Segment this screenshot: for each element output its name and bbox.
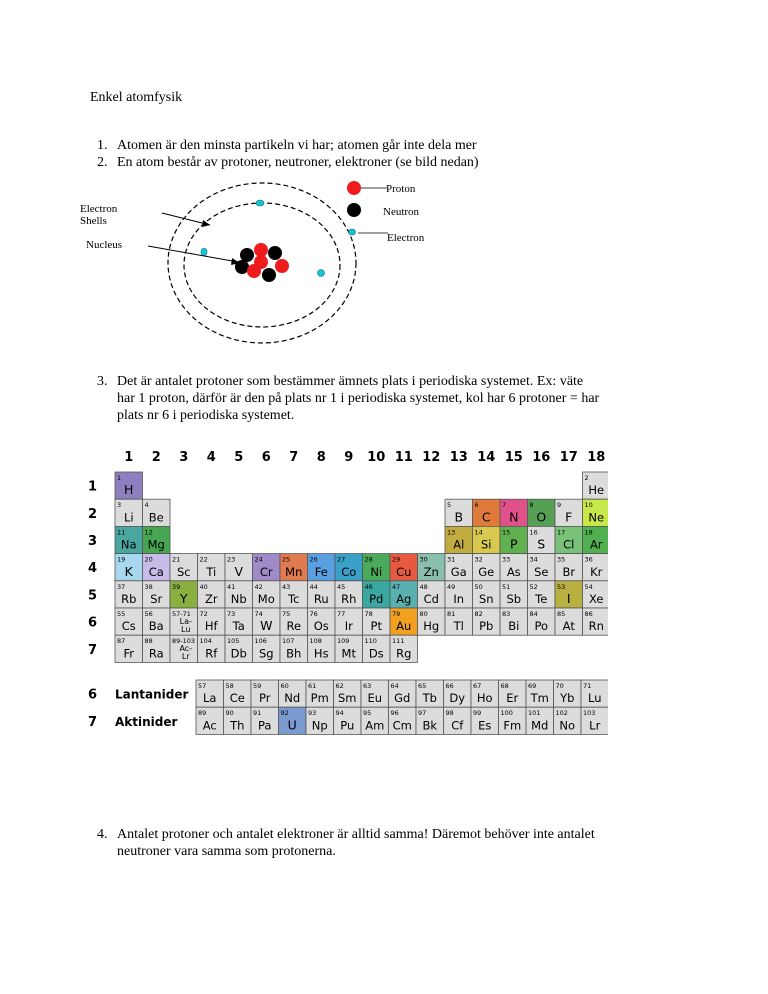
nucleus-arrow [148,246,238,262]
list-text-line: neutroner vara samma som protonerna. [117,844,336,859]
element-symbol: Cm [392,718,412,733]
atomic-number: 108 [309,637,322,646]
atomic-number: 53 [557,582,566,591]
element-symbol: Cs [121,619,136,634]
nucleus-label: Nucleus [86,239,123,251]
atomic-number: 17 [557,528,566,537]
element-symbol: Fm [503,718,522,733]
atomic-number: 35 [557,555,566,564]
list-number: 4. [97,827,108,842]
element-symbol: Lr [589,718,601,733]
atomic-number: 100 [500,709,513,718]
element-symbol: Hg [423,619,440,634]
element-symbol: Th [230,718,245,733]
electron-shells-label: Shells [80,215,107,227]
group-number: 16 [532,450,551,465]
period-number: 7 [88,642,98,658]
atomic-number: 41 [227,582,236,591]
atomic-number: 5 [447,501,452,510]
arrow-head [202,220,210,227]
atomic-number: 48 [419,582,428,591]
periodic-table [88,445,608,745]
list-number: 1. [97,138,108,153]
atomic-number: 66 [445,682,454,690]
list-number: 2. [97,155,108,170]
legend-electron: Electron [387,232,425,244]
atomic-number: 36 [584,555,593,564]
atomic-number: 60 [280,682,289,690]
atomic-number: 12 [144,528,153,537]
atomic-number: 109 [337,637,350,646]
list-text-line: Antalet protoner och antalet elektroner är alltid samma! Däremot behöver inte antalet [117,827,595,842]
atom-diagram [70,170,470,345]
element-symbol: Y [179,591,188,606]
element-symbol: Yb [560,691,575,706]
element-symbol: Ra [148,646,164,661]
group-number: 1 [124,450,134,465]
atomic-number: 75 [282,610,291,618]
element-symbol: Er [506,691,519,706]
atomic-number: 11 [117,528,126,537]
element-symbol: Sn [478,592,494,606]
element-symbol: At [562,619,575,634]
atomic-number: 97 [418,709,427,718]
atomic-number: 37 [117,582,126,591]
atomic-number: 85 [557,610,566,618]
period-number: 1 [88,479,98,495]
atomic-number: 18 [584,528,593,537]
atomic-number: 83 [502,610,511,618]
element-symbol: Gd [394,691,411,706]
atomic-number: 45 [337,582,346,591]
element-symbol: Ne [588,510,605,525]
atomic-number: 32 [474,555,483,564]
element-symbol: Bk [422,718,438,733]
atomic-number: 54 [584,582,593,591]
element-symbol: Md [531,718,549,733]
atomic-number: 67 [473,682,482,690]
atomic-number: 59 [253,682,262,690]
element-symbol: Os [313,619,329,634]
element-symbol: Hs [313,646,329,661]
atomic-number: 87 [117,637,126,646]
atomic-number: 57 [198,682,207,690]
element-symbol: Kr [590,564,603,579]
atomic-number: 63 [363,682,372,690]
atomic-number: 29 [392,555,401,564]
element-symbol: Mg [147,537,165,552]
electron-shells-label: Electron [80,203,118,215]
element-symbol: Ca [148,564,164,579]
element-symbol: O [536,509,547,525]
atomic-number: 21 [172,555,181,564]
atomic-number: 50 [474,582,483,591]
atomic-number: 79 [392,610,401,618]
atomic-number: 9 [557,501,562,510]
period-number: 3 [88,534,98,549]
element-symbol: Rh [341,592,357,606]
group-number: 10 [367,450,386,465]
atomic-number: 65 [418,682,427,690]
series-name: Aktinider [115,714,178,729]
atomic-number: 20 [144,555,153,564]
atomic-number: 71 [583,682,592,690]
atomic-number: 43 [282,582,291,591]
atomic-number: 61 [308,682,317,690]
atomic-number: 91 [253,709,262,718]
atomic-number: 90 [225,709,234,718]
element-symbol: U [287,717,297,733]
element-symbol: Ac [202,718,217,733]
element-symbol: Cr [259,564,273,579]
atomic-number: 111 [392,637,405,646]
element-symbol: Xe [589,592,604,606]
element-symbol: Te [535,592,548,606]
element-symbol: Zn [423,564,439,579]
series-period: 6 [88,687,98,703]
element-symbol: La [203,691,217,706]
atomic-number: 99 [473,709,482,718]
element-symbol: Cu [396,564,412,579]
element-symbol: No [559,718,576,733]
element-symbol: Ru [313,592,329,606]
element-symbol: Si [481,537,492,552]
list-item-4 [97,826,677,860]
element-symbol: Nd [284,691,301,706]
group-number: 5 [234,450,244,465]
atomic-number: 40 [199,582,208,591]
group-number: 7 [289,450,299,465]
element-symbol: Db [230,646,247,661]
group-number: 11 [394,450,413,465]
atomic-number: 42 [254,582,263,591]
element-symbol: Rn [588,619,604,634]
element-symbol: Fe [314,564,328,579]
element-symbol: N [509,509,519,525]
atomic-number: 102 [555,709,568,718]
group-number: 6 [261,450,271,465]
atomic-number: 72 [199,610,208,618]
element-symbol: Tl [453,619,464,634]
atomic-number: 93 [308,709,317,718]
period-number: 5 [88,588,98,604]
element-symbol: Br [562,564,576,579]
series-name: Lantanider [115,687,189,702]
group-number: 18 [587,450,606,465]
group-number: 3 [179,450,189,465]
atomic-number: 46 [364,582,373,591]
element-symbol: Ta [232,619,245,634]
atomic-number: 89 [198,709,207,718]
atomic-number: 98 [445,709,454,718]
element-symbol: Ga [450,564,467,579]
atomic-number: 58 [225,682,234,690]
document-title: Enkel atomfysik [90,90,183,105]
element-symbol: Sg [258,646,274,661]
atomic-number: 86 [584,610,593,618]
group-number: 12 [422,450,441,465]
atomic-number: 106 [254,637,267,646]
element-symbol: Eu [367,691,383,706]
list-number: 3. [97,374,108,389]
element-symbol: S [537,536,546,552]
atomic-number: 51 [502,582,511,591]
element-symbol: Pr [259,691,271,706]
element-symbol: V [234,563,244,579]
atomic-number: 4 [144,501,149,510]
element-symbol: Tm [530,691,549,706]
atomic-number: 23 [227,555,236,564]
list-item-1 [97,137,677,154]
proton-legend-dot [347,181,361,195]
atomic-number: 24 [254,555,263,564]
element-symbol: Sr [150,592,163,606]
atomic-number: 81 [447,610,456,618]
atomic-number: 84 [529,610,538,618]
element-symbol: Re [286,619,302,634]
atomic-number: 56 [144,610,153,618]
list-item-3 [97,373,677,424]
element-symbol: Tc [288,592,300,606]
atomic-number: 27 [337,555,346,564]
atomic-number: 39 [172,582,181,591]
element-symbol: Mo [257,592,275,606]
element-symbol: Fr [123,646,135,661]
list-text-line: har 1 proton, därför är den på plats nr 1 i periodiska systemet, kol har 6 protoner = har [117,391,600,406]
atomic-number: 82 [474,610,483,618]
element-symbol: Nb [230,592,247,606]
period-number: 4 [88,561,98,577]
element-symbol: I [566,591,571,606]
atomic-number: 19 [117,555,126,564]
element-symbol: C [481,509,491,525]
atomic-number: 104 [199,637,212,646]
list-text-line: plats nr 6 i periodiska systemet. [117,408,295,423]
element-symbol: La- [179,617,192,626]
element-symbol: Ni [370,564,383,579]
atomic-number: 107 [282,637,295,646]
list-item-2 [97,154,677,171]
atomic-number: 70 [555,682,564,690]
atomic-number: 110 [364,637,377,646]
atomic-number: 105 [227,637,240,646]
element-symbol: Np [311,718,328,733]
element-symbol: Pd [369,592,384,606]
element-symbol: W [260,618,273,634]
element-symbol: Co [341,564,357,579]
element-symbol: Ac- [179,644,193,654]
atomic-number: 69 [528,682,537,690]
element-symbol: K [124,563,133,579]
element-symbol: Zr [204,592,218,606]
element-symbol: He [588,483,605,498]
element-symbol: Bh [286,646,302,661]
period-number: 6 [88,615,98,631]
element-symbol: B [454,509,464,525]
element-symbol: Pa [258,718,272,733]
atomic-number: 94 [335,709,344,718]
atomic-number: 44 [309,582,318,591]
element-symbol: Dy [449,691,466,706]
group-number: 13 [449,450,468,465]
atomic-number: 47 [392,582,401,591]
element-symbol: Be [148,510,164,525]
period-number: 2 [88,506,98,522]
atomic-number: 73 [227,610,236,618]
atomic-number: 13 [447,528,456,537]
series-period: 7 [88,714,98,730]
element-symbol: Mn [285,564,303,579]
atomic-number: 78 [364,610,373,618]
atomic-number: 34 [529,555,538,564]
atomic-number: 1 [117,474,122,482]
atomic-number: 30 [419,555,428,564]
atomic-number: 57-71 [172,610,191,618]
element-symbol: Cf [451,718,464,733]
atomic-number: 89-103 [172,637,196,646]
atomic-number: 52 [529,582,538,591]
electron [318,270,325,277]
element-symbol: Li [123,510,134,525]
atomic-number: 92 [280,709,289,718]
group-number: 15 [504,450,523,465]
element-symbol: Am [365,718,385,733]
element-symbol: As [506,564,521,579]
electron [201,248,207,256]
group-number: 4 [206,450,216,465]
element-symbol: Mt [341,646,356,661]
atomic-number: 64 [390,682,399,690]
element-symbol: Rb [121,592,137,606]
atomic-number: 2 [584,474,589,482]
element-symbol: Bi [508,619,520,634]
atomic-number: 77 [337,610,346,618]
atomic-number: 26 [309,555,318,564]
group-number: 8 [316,450,326,465]
element-symbol: Tb [422,691,437,706]
element-symbol: Rf [205,646,218,661]
element-symbol: Ir [344,619,353,634]
atomic-number: 28 [364,555,373,564]
atomic-number: 103 [583,709,596,718]
element-symbol: H [124,482,134,498]
element-symbol: Lu [588,691,602,706]
legend-neutron: Neutron [383,206,420,218]
atomic-number: 76 [309,610,318,618]
element-symbol: Au [396,619,412,634]
nucleus [235,243,289,282]
atomic-number: 68 [500,682,509,690]
atomic-number: 8 [529,501,534,510]
element-symbol: F [565,509,573,525]
element-symbol: Pm [310,691,329,706]
element-symbol: In [453,592,465,606]
element-symbol: Pu [340,718,355,733]
element-symbol: Es [478,718,492,733]
element-symbol: Po [534,619,549,634]
element-symbol: Na [120,537,137,552]
atomic-number: 16 [529,528,538,537]
element-symbol: Ar [589,537,603,552]
list-text: Atomen är den minsta partikeln vi har; atomen går inte dela mer [117,138,477,153]
element-symbol: Ds [368,646,384,661]
element-symbol: Ag [396,592,412,606]
element-symbol: P [509,536,518,552]
element-symbol: Lu [181,625,191,634]
list-text: En atom består av protoner, neutroner, elektroner (se bild nedan) [117,155,479,170]
atomic-number: 88 [144,637,153,646]
element-symbol: Sm [337,691,357,706]
element-symbol: Ba [148,619,164,634]
element-symbol: Ti [206,564,217,579]
atomic-number: 33 [502,555,511,564]
list-text-line: Det är antalet protoner som bestämmer ämnets plats i periodiska systemet. Ex: väte [117,374,584,389]
neutron-legend-dot [347,203,361,217]
element-symbol: Sc [176,564,191,579]
atomic-number: 22 [199,555,208,564]
group-number: 9 [344,450,354,465]
atomic-number: 38 [144,582,153,591]
atomic-number: 10 [584,501,593,510]
element-symbol: Se [534,564,549,579]
atomic-number: 15 [502,528,511,537]
atomic-number: 49 [447,582,456,591]
atomic-number: 7 [502,501,507,510]
atomic-number: 80 [419,610,428,618]
atomic-number: 96 [390,709,399,718]
atomic-number: 55 [117,610,126,618]
atomic-number: 31 [447,555,456,564]
element-symbol: Cl [563,537,575,552]
legend-proton: Proton [386,183,416,195]
element-symbol: Rg [396,646,412,661]
atomic-number: 14 [474,528,483,537]
atomic-number: 25 [282,555,291,564]
electron-legend-dot [349,229,356,235]
element-symbol: Ce [229,691,245,706]
atomic-number: 74 [254,610,263,618]
atomic-number: 3 [117,501,122,510]
electron [256,200,264,206]
element-symbol: Ho [476,691,493,706]
element-symbol: Cd [423,592,439,606]
element-symbol: Pt [370,619,382,634]
element-symbol: Al [453,537,465,552]
group-number: 17 [559,450,578,465]
element-symbol: Pb [479,619,494,634]
element-symbol: Sb [506,592,522,606]
atomic-number: 95 [363,709,372,718]
atomic-number: 62 [335,682,344,690]
element-symbol: Ge [478,564,495,579]
atomic-number: 6 [474,501,479,510]
atomic-number: 101 [528,709,541,718]
element-symbol: Hf [204,619,218,634]
group-number: 2 [151,450,161,465]
group-number: 14 [477,450,496,465]
element-symbol: Lr [181,652,190,662]
